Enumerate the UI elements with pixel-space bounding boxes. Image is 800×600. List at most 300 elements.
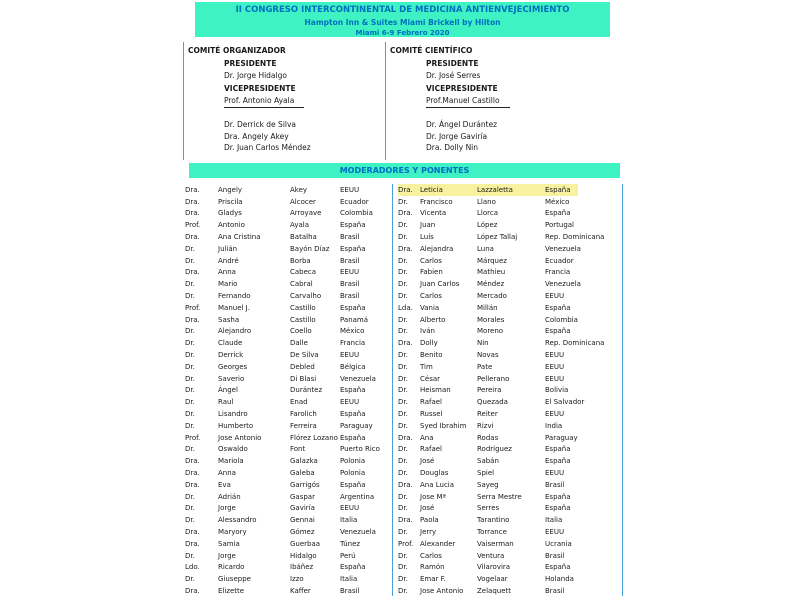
title-cell: Dra. [398,516,413,525]
country-cell: España [545,445,571,454]
firstname-cell: Manuel J. [218,303,250,312]
country-cell: España [545,209,571,218]
table-row [398,573,622,585]
table-row [398,420,622,432]
table-row [398,231,622,243]
firstname-cell: Sasha [218,315,240,324]
firstname-cell: José [420,504,435,513]
table-row [185,573,390,585]
title-cell: Dra. [185,315,200,324]
firstname-cell: Alessandro [218,516,257,525]
lastname-cell: Gómez [290,528,315,536]
table-row [185,526,390,538]
firstname-cell: Benito [420,351,443,360]
title-cell: Dr. [398,221,408,230]
lastname-cell: Quezada [477,398,508,407]
lastname-cell: Pate [477,362,493,371]
table-row [185,373,390,385]
country-cell: Francia [545,268,571,277]
role-label: VICEPRESIDENTE [224,84,296,93]
country-cell: EEUU [545,351,565,360]
country-cell: Brasil [545,586,565,595]
lastname-cell: Ventura [477,551,505,560]
table-row [398,455,622,467]
lastname-cell: Batalha [290,233,317,242]
lastname-cell: Font [290,445,306,454]
title-cell: Dr. [398,362,408,371]
lastname-cell: Vaiserman [477,539,514,548]
scientific-committee-box [385,42,625,160]
title-cell: Dr. [185,575,195,584]
table-row [185,267,390,279]
country-cell: Rep. Dominicana [545,233,605,242]
title-cell: Dr. [185,492,195,501]
lastname-cell: Torrance [477,528,507,536]
country-cell: España [340,386,366,395]
table-row [398,491,622,503]
table-row [398,302,622,314]
title-cell: Dr. [185,362,195,371]
title-cell: Dr. [185,445,195,454]
table-row [398,396,622,408]
table-row [185,385,390,397]
table-row [398,184,622,196]
firstname-cell: Jerry [420,528,437,536]
country-cell: Italia [545,516,563,525]
country-cell: España [545,457,571,466]
firstname-cell: Claude [218,339,243,348]
country-cell: Ecuador [545,256,574,265]
committee-member: Dr. Ángel Durántez [426,120,498,129]
country-cell: EEUU [340,504,360,513]
country-cell: Italia [340,575,358,584]
table-row [185,503,390,515]
firstname-cell: Heisman [420,386,451,395]
lastname-cell: Cabeca [290,268,317,277]
lastname-cell: Sayeg [477,480,499,489]
firstname-cell: Oswaldo [218,445,248,454]
title-cell: Dr. [185,256,195,265]
firstname-cell: Derrick [218,351,244,360]
lastname-cell: Vogelaar [477,575,508,584]
title-cell: Dr. [398,374,408,383]
committee-title: COMITÉ ORGANIZADOR [188,46,286,55]
country-cell: Polonia [340,457,366,466]
country-cell: EEUU [545,410,565,419]
firstname-cell: Paola [420,516,439,525]
country-cell: Bélgica [340,362,366,371]
lastname-cell: Lazzaletta [477,185,513,194]
title-cell: Dra. [185,268,200,277]
country-cell: EEUU [545,292,565,301]
table-row [398,373,622,385]
title-cell: Dr. [398,445,408,454]
firstname-cell: Maryory [218,528,247,536]
table-row [398,337,622,349]
firstname-cell: Leticia [420,185,443,194]
lastname-cell: Ibáñez [290,563,314,572]
lastname-cell: Sabán [477,457,499,466]
lastname-cell: Alcocer [290,197,316,206]
lastname-cell: Bayón Díaz [290,244,330,253]
lastname-cell: Tarantino [477,516,510,525]
firstname-cell: Syed Ibrahim [420,421,467,430]
firstname-cell: José [420,457,435,466]
firstname-cell: Elizette [218,586,245,595]
lastname-cell: Gaviría [290,504,315,513]
table-row [185,550,390,562]
country-cell: España [340,244,366,253]
firstname-cell: Humberto [218,421,254,430]
firstname-cell: Anna [218,268,236,277]
firstname-cell: Fabien [420,268,443,277]
congress-dates: Miami 6-9 Febrero 2020 [355,29,450,37]
country-cell: Holanda [545,575,574,584]
country-cell: Colombia [545,315,578,324]
title-cell: Dr. [398,292,408,301]
vicepresident-name: Prof.Manuel Castillo [426,95,510,109]
lastname-cell: Gennai [290,516,315,525]
country-cell: España [545,185,571,194]
table-row [185,538,390,550]
role-label: PRESIDENTE [224,59,277,68]
firstname-cell: Alexander [420,539,456,548]
country-cell: Ecuador [340,197,369,206]
lastname-cell: Farolich [290,410,317,419]
firstname-cell: Tim [420,362,433,371]
table-row [185,314,390,326]
table-row [398,243,622,255]
firstname-cell: Jose Antonio [420,586,464,595]
title-cell: Dr. [185,244,195,253]
country-cell: Brasil [340,256,360,265]
lastname-cell: Arroyave [290,209,322,218]
title-cell: Dr. [398,563,408,572]
country-cell: Venezuela [340,528,376,536]
title-cell: Dr. [185,421,195,430]
firstname-cell: Giuseppe [218,575,251,584]
title-cell: Dr. [185,398,195,407]
lastname-cell: Gaspar [290,492,315,501]
table-row [398,503,622,515]
committee-member: Dr. Derrick de Silva [224,120,297,129]
lastname-cell: Novas [477,351,499,360]
table-row [185,444,390,456]
title-cell: Dr. [185,292,195,301]
firstname-cell: Ángel [218,386,238,395]
lastname-cell: Rodríguez [477,445,512,454]
lastname-cell: Castillo [290,315,316,324]
lastname-cell: Moreno [477,327,504,336]
country-cell: España [545,504,571,513]
lastname-cell: Llorca [477,209,498,218]
title-cell: Dr. [398,268,408,277]
table-row [398,408,622,420]
president-name: Dr. José Serres [426,70,481,80]
lastname-cell: Castillo [290,303,316,312]
title-cell: Dra. [398,185,413,194]
title-cell: Dr. [398,469,408,478]
table-row [185,361,390,373]
country-cell: España [340,563,366,572]
firstname-cell: Carlos [420,256,442,265]
lastname-cell: Izzo [290,575,304,584]
committee-member: Dr. Juan Carlos Méndez [224,143,311,152]
lastname-cell: Hidalgo [290,551,317,560]
firstname-cell: Raul [218,398,234,407]
lastname-cell: Rodas [477,433,499,442]
lastname-cell: Carvalho [290,292,322,301]
title-cell: Dr. [398,315,408,324]
table-row [398,444,622,456]
title-cell: Dra. [398,433,413,442]
table-row [398,479,622,491]
lastname-cell: Guerbaa [290,539,321,548]
firstname-cell: Vicenta [420,209,447,218]
firstname-cell: Dolly [420,339,438,348]
firstname-cell: Ramón [420,563,445,572]
table-row [398,349,622,361]
country-cell: Italia [340,516,358,525]
country-cell: Venezuela [340,374,376,383]
title-cell: Dr. [398,586,408,595]
moderators-heading-band [189,163,620,178]
firstname-cell: Alejandra [420,244,454,253]
country-cell: EEUU [545,362,565,371]
table-row [185,196,390,208]
title-cell: Dr. [398,410,408,419]
lastname-cell: Kaffer [290,586,311,595]
role-label: VICEPRESIDENTE [426,84,498,93]
title-cell: Dr. [398,551,408,560]
committee-member: Dr. Jorge Gaviría [426,131,488,141]
table-row [185,432,390,444]
title-cell: Dr. [398,197,408,206]
table-row [398,526,622,538]
country-cell: Perú [340,551,356,560]
table-row [398,585,622,597]
title-cell: Dra. [185,197,200,206]
title-cell: Dr. [185,386,195,395]
table-row [185,455,390,467]
firstname-cell: Vania [420,303,440,312]
country-cell: México [545,197,570,206]
lastname-cell: Cabral [290,280,313,289]
firstname-cell: Alberto [420,315,446,324]
country-cell: India [545,421,563,430]
country-cell: Brasil [545,480,565,489]
firstname-cell: Ana Cristina [218,233,261,242]
country-cell: EEUU [340,268,360,277]
title-cell: Dra. [185,480,200,489]
firstname-cell: Antonio [218,221,245,230]
country-cell: España [545,303,571,312]
firstname-cell: Mariola [218,457,244,466]
lastname-cell: Ferreira [290,421,317,430]
country-cell: Rep. Dominicana [545,339,605,348]
country-cell: Túnez [340,539,361,548]
title-cell: Dr. [185,280,195,289]
congress-title: II CONGRESO INTERCONTINENTAL DE MEDICINA ANTIENVEJECIMIENTO [235,5,570,15]
lastname-cell: Mercado [477,292,507,301]
firstname-cell: Rafael [420,398,443,407]
country-cell: EEUU [545,528,565,536]
title-cell: Dr. [185,351,195,360]
lastname-cell: Dalle [290,339,308,348]
lastname-cell: Garrigós [290,480,320,489]
title-cell: Dr. [398,492,408,501]
title-cell: Dra. [185,469,200,478]
lastname-cell: Morales [477,315,505,324]
firstname-cell: Douglas [420,469,449,478]
title-cell: Dr. [185,504,195,513]
country-cell: Venezuela [545,280,581,289]
lastname-cell: Nin [477,339,489,348]
table-row [398,290,622,302]
title-cell: Dra. [185,457,200,466]
country-cell: España [545,492,571,501]
title-cell: Dr. [185,516,195,525]
title-cell: Dr. [398,457,408,466]
table-row [185,184,390,196]
firstname-cell: Jose Antonio [218,433,262,442]
organizing-committee-box [183,42,388,160]
lastname-cell: Ayala [290,221,309,230]
table-row [398,326,622,338]
firstname-cell: Lisandro [218,410,248,419]
table-row [398,432,622,444]
title-cell: Dra. [185,209,200,218]
country-cell: EEUU [545,374,565,383]
title-cell: Dra. [185,586,200,595]
table-row [185,337,390,349]
table-row [398,361,622,373]
title-cell: Dra. [398,339,413,348]
firstname-cell: Carlos [420,551,442,560]
table-row [185,491,390,503]
title-cell: Dra. [185,233,200,242]
column-divider [392,184,393,596]
lastname-cell: Galazka [290,457,318,466]
country-cell: Brasil [340,280,360,289]
firstname-cell: Ana Lucia [420,480,455,489]
country-cell: Ucrania [545,539,572,548]
column-divider [622,184,623,596]
firstname-cell: Emar F. [420,575,446,584]
country-cell: EEUU [340,351,360,360]
title-cell: Dr. [398,575,408,584]
country-cell: Brasil [340,586,360,595]
table-row [398,538,622,550]
lastname-cell: Zelaquett [477,586,512,595]
title-cell: Dra. [185,528,200,536]
title-cell: Dr. [185,374,195,383]
firstname-cell: Saverio [218,374,245,383]
title-cell: Lda. [398,303,413,312]
lastname-cell: Coello [290,327,312,336]
country-cell: Portugal [545,221,574,230]
lastname-cell: Spiel [477,469,495,478]
lastname-cell: Serres [477,504,500,513]
table-row [185,208,390,220]
title-cell: Prof. [398,539,414,548]
title-cell: Dr. [398,351,408,360]
lastname-cell: Vilarovira [477,563,511,572]
table-row [185,243,390,255]
firstname-cell: André [218,256,239,265]
lastname-cell: De Silva [290,351,319,360]
lastname-cell: Debled [290,362,315,371]
firstname-cell: Jose Mª [420,492,446,501]
firstname-cell: Julián [218,244,238,253]
speakers-table-left [185,184,390,597]
firstname-cell: Rafael [420,445,443,454]
firstname-cell: César [420,374,441,383]
firstname-cell: Juan Carlos [420,280,460,289]
table-row [185,514,390,526]
president-name: Dr. Jorge Hidalgo [224,70,287,80]
title-cell: Dr. [185,410,195,419]
table-row [185,349,390,361]
title-cell: Dra. [398,244,413,253]
country-cell: Colombia [340,209,373,218]
congress-banner [195,2,610,37]
title-cell: Ldo. [185,563,200,572]
lastname-cell: Serra Mestre [477,492,522,501]
title-cell: Prof. [185,221,201,230]
lastname-cell: Flórez Lozano [290,433,338,442]
table-row [185,467,390,479]
lastname-cell: Millán [477,303,498,312]
country-cell: España [340,480,366,489]
title-cell: Dr. [398,256,408,265]
country-cell: EEUU [545,469,565,478]
table-row [398,385,622,397]
lastname-cell: Pereira [477,386,502,395]
firstname-cell: Priscila [218,197,243,206]
table-row [185,562,390,574]
firstname-cell: Juan [420,221,436,230]
moderators-heading: MODERADORES Y PONENTES [339,166,470,175]
table-row [398,255,622,267]
country-cell: Brasil [545,551,565,560]
table-row [185,326,390,338]
firstname-cell: Samia [218,539,240,548]
lastname-cell: Luna [477,244,494,253]
lastname-cell: Galeba [290,469,315,478]
firstname-cell: Carlos [420,292,442,301]
country-cell: El Salvador [545,398,585,407]
table-row [185,302,390,314]
firstname-cell: Ana [420,433,434,442]
title-cell: Dr. [398,386,408,395]
lastname-cell: Borba [290,256,311,265]
committee-title: COMITÉ CIENTÍFICO [390,46,473,55]
title-cell: Dr. [398,233,408,242]
spacer [224,108,388,119]
table-row [185,255,390,267]
title-cell: Dra. [398,480,413,489]
committee-body [426,58,625,154]
title-cell: Dr. [185,339,195,348]
lastname-cell: López Tallaj [477,233,518,242]
title-cell: Dr. [185,327,195,336]
country-cell: Paraguay [340,421,373,430]
country-cell: Brasil [340,292,360,301]
lastname-cell: Llano [477,197,496,206]
lastname-cell: López [477,221,498,230]
table-row [185,278,390,290]
